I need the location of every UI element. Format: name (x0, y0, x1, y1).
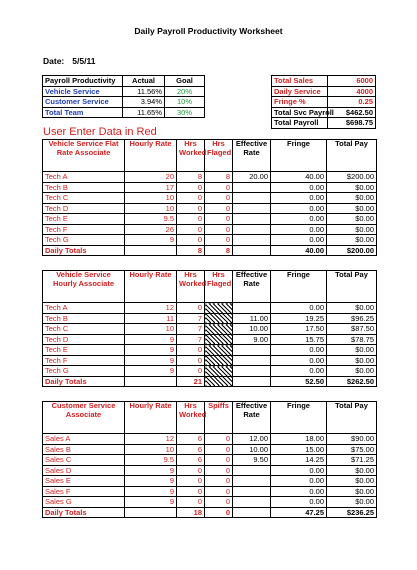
fringe-cell: 15.00 (271, 444, 327, 455)
effective-rate-cell (233, 214, 271, 225)
actual-header: Actual (123, 76, 165, 87)
table-row (43, 486, 377, 497)
hourly-rate-cell[interactable]: 9 (125, 366, 177, 377)
hours-worked-cell[interactable]: 0 (177, 465, 205, 476)
effective-rate-cell (233, 497, 271, 508)
effective-rate-cell: 11.00 (233, 313, 271, 324)
hours-flagged-hatch-cell (205, 334, 233, 345)
total-pay-cell: $0.00 (327, 214, 377, 225)
hours-flagged-cell[interactable]: 0 (205, 203, 233, 214)
hours-worked-cell[interactable]: 7 (177, 334, 205, 345)
total-team-goal[interactable]: 30% (165, 107, 205, 118)
fringe-cell: 0.00 (271, 214, 327, 225)
flat-rate-totals-label: Daily Totals (43, 245, 125, 256)
total-pay-cell: $0.00 (327, 486, 377, 497)
customer-totals-spiffs: 0 (205, 507, 233, 518)
customer-service-label: Customer Service (43, 97, 123, 108)
fringe-cell: 0.00 (271, 303, 327, 314)
table-row (43, 203, 377, 214)
hourly-rate-cell[interactable]: 9 (125, 476, 177, 487)
hourly-table (42, 270, 377, 387)
fringe-cell: 14.25 (271, 455, 327, 466)
table-row (43, 224, 377, 235)
productivity-table (42, 75, 205, 118)
total-pay-cell: $0.00 (327, 345, 377, 356)
hours-worked-cell[interactable]: 0 (177, 214, 205, 225)
table-row (43, 334, 377, 345)
effective-rate-cell (233, 203, 271, 214)
customer-header-worked: Hrs Worked (177, 402, 205, 434)
total-svc-payroll-label: Total Svc Payroll (272, 107, 328, 118)
total-payroll-value: $698.75 (328, 118, 376, 129)
hours-flagged-hatch-cell (205, 355, 233, 366)
table-row (43, 366, 377, 377)
hourly-rate-cell[interactable]: 10 (125, 324, 177, 335)
table-row (43, 497, 377, 508)
associate-name[interactable]: Sales F (43, 486, 125, 497)
associate-name[interactable]: Sales E (43, 476, 125, 487)
hourly-totals-hatch (205, 376, 233, 387)
customer-header-associate: Customer Service Associate (43, 402, 125, 434)
associate-name[interactable]: Tech F (43, 355, 125, 366)
fringe-cell: 0.00 (271, 203, 327, 214)
flat-rate-header-associate: Vehicle Service Flat Rate Associate (43, 140, 125, 172)
effective-rate-cell (233, 224, 271, 235)
effective-rate-cell (233, 193, 271, 204)
associate-name[interactable]: Tech C (43, 324, 125, 335)
hourly-totals-worked: 21 (177, 376, 205, 387)
hours-worked-cell[interactable]: 0 (177, 303, 205, 314)
hourly-rate-cell[interactable]: 10 (125, 444, 177, 455)
associate-name[interactable]: Tech G (43, 366, 125, 377)
date-value: 5/5/11 (72, 56, 96, 66)
hourly-header-worked: Hrs Worked (177, 271, 205, 303)
customer-service-actual: 3.94% (123, 97, 165, 108)
effective-rate-cell (233, 303, 271, 314)
customer-totals-fringe: 47.25 (271, 507, 327, 518)
table-row (43, 303, 377, 314)
effective-rate-cell: 12.00 (233, 434, 271, 445)
flat-rate-totals-blank (125, 245, 177, 256)
total-pay-cell: $0.00 (327, 303, 377, 314)
total-pay-cell: $0.00 (327, 182, 377, 193)
hourly-rate-cell[interactable]: 26 (125, 224, 177, 235)
goal-header: Goal (165, 76, 205, 87)
summary-table (271, 75, 376, 129)
table-row (43, 465, 377, 476)
hours-flagged-cell[interactable]: 0 (205, 182, 233, 193)
associate-name[interactable]: Tech A (43, 303, 125, 314)
total-pay-cell: $0.00 (327, 355, 377, 366)
hours-worked-cell[interactable]: 0 (177, 193, 205, 204)
hourly-rate-cell[interactable]: 9 (125, 355, 177, 366)
fringe-value[interactable]: 0.25 (328, 97, 376, 108)
table-row (43, 345, 377, 356)
total-team-label: Total Team (43, 107, 123, 118)
associate-name[interactable]: Sales D (43, 465, 125, 476)
associate-name[interactable]: Tech D (43, 203, 125, 214)
hours-worked-cell[interactable]: 6 (177, 434, 205, 445)
hourly-rate-cell[interactable]: 20 (125, 172, 177, 183)
total-pay-cell: $75.00 (327, 444, 377, 455)
flat-rate-table (42, 139, 377, 256)
hourly-rate-cell[interactable]: 9 (125, 334, 177, 345)
table-row (43, 476, 377, 487)
total-team-actual: 11.65% (123, 107, 165, 118)
fringe-cell: 0.00 (271, 486, 327, 497)
customer-totals-eff (233, 507, 271, 518)
hours-flagged-hatch-cell (205, 366, 233, 377)
hourly-rate-cell[interactable]: 9 (125, 235, 177, 246)
effective-rate-cell: 20.00 (233, 172, 271, 183)
table-row (43, 313, 377, 324)
total-pay-cell: $87.50 (327, 324, 377, 335)
fringe-cell: 0.00 (271, 235, 327, 246)
fringe-cell: 0.00 (271, 355, 327, 366)
date-label: Date: (43, 56, 65, 66)
associate-name[interactable]: Sales C (43, 455, 125, 466)
table-row (43, 235, 377, 246)
fringe-cell: 0.00 (271, 224, 327, 235)
hourly-totals-label: Daily Totals (43, 376, 125, 387)
worksheet-title: Daily Payroll Productivity Worksheet (134, 26, 283, 36)
fringe-cell: 40.00 (271, 172, 327, 183)
customer-totals-blank (125, 507, 177, 518)
hourly-header-effective: Effective Rate (233, 271, 271, 303)
customer-header-rate: Hourly Rate (125, 402, 177, 434)
customer-totals-worked: 18 (177, 507, 205, 518)
table-row (43, 355, 377, 366)
total-sales-value[interactable]: 6000 (328, 76, 376, 87)
total-payroll-label: Total Payroll (272, 118, 328, 129)
effective-rate-cell: 9.50 (233, 455, 271, 466)
hours-worked-cell[interactable]: 0 (177, 355, 205, 366)
hours-flagged-cell[interactable]: 0 (205, 214, 233, 225)
total-pay-cell: $0.00 (327, 235, 377, 246)
flat-rate-header-rate: Hourly Rate (125, 140, 177, 172)
total-sales-label: Total Sales (272, 76, 328, 87)
hours-worked-cell[interactable]: 6 (177, 455, 205, 466)
hours-worked-cell[interactable]: 0 (177, 235, 205, 246)
hours-worked-cell[interactable]: 0 (177, 224, 205, 235)
total-pay-cell: $0.00 (327, 476, 377, 487)
hourly-rate-cell[interactable]: 11 (125, 313, 177, 324)
associate-name[interactable]: Tech C (43, 193, 125, 204)
hourly-rate-cell[interactable]: 9 (125, 497, 177, 508)
customer-service-table (42, 401, 377, 518)
hours-worked-cell[interactable]: 0 (177, 476, 205, 487)
table-row (43, 182, 377, 193)
table-row (43, 444, 377, 455)
effective-rate-cell: 10.00 (233, 444, 271, 455)
fringe-cell: 18.00 (271, 434, 327, 445)
table-row (43, 434, 377, 445)
vehicle-service-actual: 11.56% (123, 86, 165, 97)
spiffs-cell[interactable]: 0 (205, 455, 233, 466)
date-line (43, 56, 95, 66)
effective-rate-cell: 9.00 (233, 334, 271, 345)
flat-rate-totals-eff (233, 245, 271, 256)
flat-rate-totals-flagged: 8 (205, 245, 233, 256)
hourly-rate-cell[interactable]: 12 (125, 303, 177, 314)
hourly-rate-cell[interactable]: 9.5 (125, 455, 177, 466)
hourly-totals-eff (233, 376, 271, 387)
fringe-cell: 0.00 (271, 345, 327, 356)
hours-flagged-cell[interactable]: 0 (205, 224, 233, 235)
hourly-header-fringe: Fringe (271, 271, 327, 303)
hours-worked-cell[interactable]: 0 (177, 497, 205, 508)
hours-worked-cell[interactable]: 0 (177, 486, 205, 497)
fringe-cell: 0.00 (271, 193, 327, 204)
total-pay-cell: $71.25 (327, 455, 377, 466)
hours-worked-cell[interactable]: 0 (177, 366, 205, 377)
hours-flagged-hatch-cell (205, 324, 233, 335)
hourly-rate-cell[interactable]: 10 (125, 193, 177, 204)
effective-rate-cell (233, 345, 271, 356)
hourly-rate-cell[interactable]: 17 (125, 182, 177, 193)
hours-worked-cell[interactable]: 7 (177, 313, 205, 324)
enter-data-note: User Enter Data in Red (43, 126, 157, 138)
customer-service-goal[interactable]: 10% (165, 97, 205, 108)
table-row (43, 455, 377, 466)
hours-worked-cell[interactable]: 0 (177, 203, 205, 214)
hours-flagged-hatch-cell (205, 345, 233, 356)
effective-rate-cell (233, 486, 271, 497)
total-pay-cell: $200.00 (327, 172, 377, 183)
table-row (43, 193, 377, 204)
hours-flagged-cell[interactable]: 0 (205, 235, 233, 246)
hourly-rate-cell[interactable]: 9 (125, 345, 177, 356)
table-row (43, 324, 377, 335)
associate-name[interactable]: Tech A (43, 172, 125, 183)
vehicle-service-label: Vehicle Service (43, 86, 123, 97)
effective-rate-cell (233, 366, 271, 377)
effective-rate-cell (233, 235, 271, 246)
hourly-rate-cell[interactable]: 10 (125, 203, 177, 214)
flat-rate-header-fringe: Fringe (271, 140, 327, 172)
spiffs-cell[interactable]: 0 (205, 444, 233, 455)
customer-totals-pay: $236.25 (327, 507, 377, 518)
hours-worked-cell[interactable]: 0 (177, 345, 205, 356)
fringe-cell: 0.00 (271, 497, 327, 508)
spiffs-cell[interactable]: 0 (205, 486, 233, 497)
associate-name[interactable]: Sales G (43, 497, 125, 508)
hours-flagged-cell[interactable]: 8 (205, 172, 233, 183)
associate-name[interactable]: Tech G (43, 235, 125, 246)
associate-name[interactable]: Tech D (43, 334, 125, 345)
spiffs-cell[interactable]: 0 (205, 497, 233, 508)
effective-rate-cell (233, 355, 271, 366)
fringe-cell: 19.25 (271, 313, 327, 324)
flat-rate-header-worked: Hrs Worked (177, 140, 205, 172)
total-pay-cell: $78.75 (327, 334, 377, 345)
fringe-cell: 15.75 (271, 334, 327, 345)
associate-name[interactable]: Tech B (43, 313, 125, 324)
associate-name[interactable]: Tech F (43, 224, 125, 235)
fringe-cell: 0.00 (271, 476, 327, 487)
hourly-header-rate: Hourly Rate (125, 271, 177, 303)
hours-worked-cell[interactable]: 0 (177, 182, 205, 193)
flat-rate-header-effective: Effective Rate (233, 140, 271, 172)
hours-worked-cell[interactable]: 7 (177, 324, 205, 335)
vehicle-service-goal[interactable]: 20% (165, 86, 205, 97)
hourly-totals-pay: $262.50 (327, 376, 377, 387)
associate-name[interactable]: Sales B (43, 444, 125, 455)
fringe-cell: 0.00 (271, 366, 327, 377)
spiffs-cell[interactable]: 0 (205, 465, 233, 476)
hourly-header-associate: Vehicle Service Hourly Associate (43, 271, 125, 303)
customer-totals-label: Daily Totals (43, 507, 125, 518)
customer-header-effective: Effective Rate (233, 402, 271, 434)
flat-rate-totals-worked: 8 (177, 245, 205, 256)
customer-header-pay: Total Pay (327, 402, 377, 434)
effective-rate-cell (233, 465, 271, 476)
total-pay-cell: $96.25 (327, 313, 377, 324)
fringe-cell: 0.00 (271, 182, 327, 193)
fringe-cell: 0.00 (271, 465, 327, 476)
fringe-label: Fringe % (272, 97, 328, 108)
associate-name[interactable]: Sales A (43, 434, 125, 445)
hours-flagged-cell[interactable]: 0 (205, 193, 233, 204)
hourly-rate-cell[interactable]: 9 (125, 465, 177, 476)
associate-name[interactable]: Tech E (43, 214, 125, 225)
hours-flagged-hatch-cell (205, 303, 233, 314)
fringe-cell: 17.50 (271, 324, 327, 335)
total-pay-cell: $0.00 (327, 366, 377, 377)
total-pay-cell: $0.00 (327, 224, 377, 235)
spiffs-cell[interactable]: 0 (205, 476, 233, 487)
flat-rate-totals-fringe: 40.00 (271, 245, 327, 256)
flat-rate-header-pay: Total Pay (327, 140, 377, 172)
customer-header-fringe: Fringe (271, 402, 327, 434)
total-pay-cell: $0.00 (327, 465, 377, 476)
effective-rate-cell (233, 182, 271, 193)
hours-flagged-hatch-cell (205, 313, 233, 324)
daily-service-value[interactable]: 4000 (328, 86, 376, 97)
productivity-header: Payroll Productivity (43, 76, 123, 87)
hourly-rate-cell[interactable]: 9 (125, 486, 177, 497)
table-row (43, 172, 377, 183)
flat-rate-totals-pay: $200.00 (327, 245, 377, 256)
hourly-rate-cell[interactable]: 9.5 (125, 214, 177, 225)
total-pay-cell: $0.00 (327, 497, 377, 508)
associate-name[interactable]: Tech E (43, 345, 125, 356)
total-pay-cell: $0.00 (327, 193, 377, 204)
total-pay-cell: $0.00 (327, 203, 377, 214)
hours-worked-cell[interactable]: 6 (177, 444, 205, 455)
table-row (43, 214, 377, 225)
flat-rate-header-flagged: Hrs Flaged (205, 140, 233, 172)
customer-header-spiffs: Spiffs (205, 402, 233, 434)
associate-name[interactable]: Tech B (43, 182, 125, 193)
hourly-totals-blank (125, 376, 177, 387)
effective-rate-cell: 10.00 (233, 324, 271, 335)
hourly-header-flagged: Hrs Flaged (205, 271, 233, 303)
hourly-header-pay: Total Pay (327, 271, 377, 303)
total-pay-cell: $90.00 (327, 434, 377, 445)
effective-rate-cell (233, 476, 271, 487)
spiffs-cell[interactable]: 0 (205, 434, 233, 445)
daily-service-label: Daily Service (272, 86, 328, 97)
total-svc-payroll-value: $462.50 (328, 107, 376, 118)
hourly-rate-cell[interactable]: 12 (125, 434, 177, 445)
hourly-totals-fringe: 52.50 (271, 376, 327, 387)
hours-worked-cell[interactable]: 8 (177, 172, 205, 183)
